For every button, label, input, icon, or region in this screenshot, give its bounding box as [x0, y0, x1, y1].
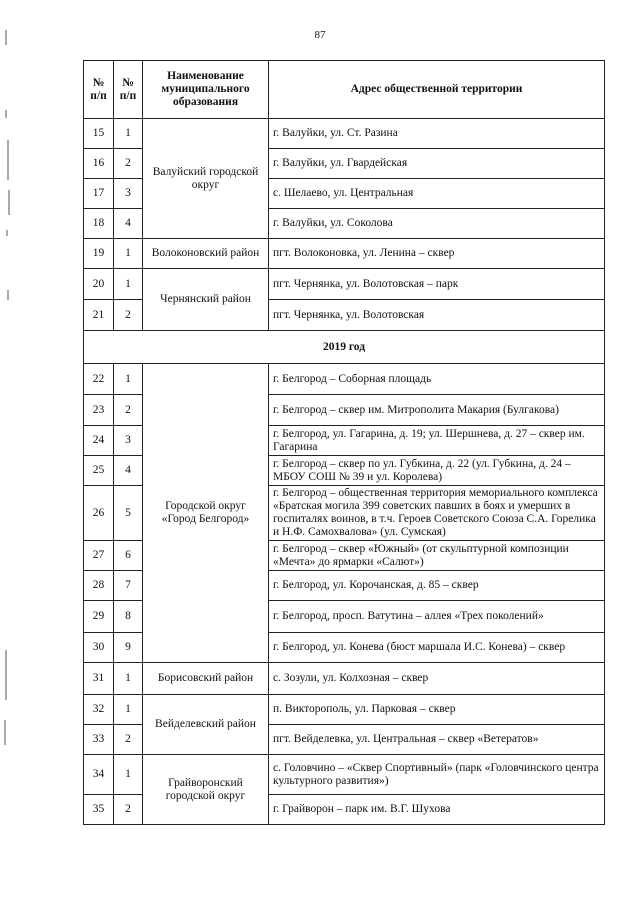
territory-address: г. Белгород, просп. Ватутина – аллея «Трех поколений» — [269, 601, 605, 633]
municipality-name: Волоконовский район — [143, 239, 269, 269]
year-row — [84, 331, 605, 364]
territory-address: г. Белгород – сквер по ул. Губкина, д. 22 (ул. Губкина, д. 24 – МБОУ СОШ № 39 и ул. Королева) — [269, 456, 605, 486]
row-number: 33 — [84, 725, 114, 755]
territory-address: пгт. Волоконовка, ул. Ленина – сквер — [269, 239, 605, 269]
municipality-name: Валуйский городской округ — [143, 119, 269, 239]
territory-address: г. Белгород – сквер «Южный» (от скульптурной композиции «Мечта» до ярмарки «Салют») — [269, 541, 605, 571]
territory-address: г. Белгород, ул. Корочанская, д. 85 – сквер — [269, 571, 605, 601]
page-number: 87 — [314, 29, 326, 41]
year-label: 2019 год — [84, 331, 605, 364]
territory-address: г. Белгород – Соборная площадь — [269, 364, 605, 395]
row-subnumber: 6 — [114, 541, 143, 571]
table-row — [84, 695, 605, 725]
scan-edge-marks — [0, 0, 24, 905]
row-number: 16 — [84, 149, 114, 179]
row-subnumber: 3 — [114, 426, 143, 456]
row-subnumber: 1 — [114, 663, 143, 695]
table-row — [84, 119, 605, 149]
table-body — [84, 119, 605, 825]
row-subnumber: 4 — [114, 456, 143, 486]
row-number: 15 — [84, 119, 114, 149]
row-number: 32 — [84, 695, 114, 725]
territory-address: п. Викторополь, ул. Парковая – сквер — [269, 695, 605, 725]
municipality-name: Борисовский район — [143, 663, 269, 695]
territory-address: пгт. Чернянка, ул. Волотовская – парк — [269, 269, 605, 300]
territory-address: пгт. Вейделевка, ул. Центральная – сквер «Ветератов» — [269, 725, 605, 755]
row-subnumber: 1 — [114, 269, 143, 300]
row-subnumber: 7 — [114, 571, 143, 601]
territory-address: г. Валуйки, ул. Ст. Разина — [269, 119, 605, 149]
row-subnumber: 1 — [114, 695, 143, 725]
header-address: Адрес общественной территории — [269, 61, 605, 119]
header-subnumber: № п/п — [114, 61, 143, 119]
territories-table — [83, 60, 605, 825]
table-row — [84, 663, 605, 695]
row-number: 23 — [84, 395, 114, 426]
row-subnumber: 1 — [114, 755, 143, 795]
row-subnumber: 2 — [114, 149, 143, 179]
row-number: 35 — [84, 795, 114, 825]
table-row — [84, 239, 605, 269]
row-number: 22 — [84, 364, 114, 395]
row-subnumber: 5 — [114, 486, 143, 541]
territory-address: с. Зозули, ул. Колхозная – сквер — [269, 663, 605, 695]
row-subnumber: 2 — [114, 300, 143, 331]
row-subnumber: 3 — [114, 179, 143, 209]
row-number: 24 — [84, 426, 114, 456]
territory-address: г. Белгород – общественная территория мемориального комплекса «Братская могила 399 советских павших в боях и умерших в госпиталях воинов, в т.ч. Героев Советского Союза С.А. Горелика и Н.Ф. Самохвалова» (ул. Сумская) — [269, 486, 605, 541]
row-number: 18 — [84, 209, 114, 239]
territory-address: г. Валуйки, ул. Соколова — [269, 209, 605, 239]
row-number: 30 — [84, 633, 114, 663]
municipality-name: Городской округ «Город Белгород» — [143, 364, 269, 663]
table-row — [84, 364, 605, 395]
territory-address: с. Шелаево, ул. Центральная — [269, 179, 605, 209]
row-number: 19 — [84, 239, 114, 269]
row-subnumber: 1 — [114, 239, 143, 269]
table-header-row — [84, 61, 605, 119]
row-subnumber: 1 — [114, 364, 143, 395]
territory-address: г. Белгород, ул. Конева (бюст маршала И.С. Конева) – сквер — [269, 633, 605, 663]
row-number: 21 — [84, 300, 114, 331]
municipality-name: Вейделевский район — [143, 695, 269, 755]
row-number: 27 — [84, 541, 114, 571]
territory-address: с. Головчино – «Сквер Спортивный» (парк «Головчинского центра культурного развития») — [269, 755, 605, 795]
municipality-name: Чернянский район — [143, 269, 269, 331]
header-municipality: Наименование муниципального образования — [143, 61, 269, 119]
row-number: 28 — [84, 571, 114, 601]
territory-address: г. Белгород – сквер им. Митрополита Макария (Булгакова) — [269, 395, 605, 426]
municipality-name: Грайворонский городской округ — [143, 755, 269, 825]
row-subnumber: 2 — [114, 795, 143, 825]
row-subnumber: 4 — [114, 209, 143, 239]
territory-address: г. Белгород, ул. Гагарина, д. 19; ул. Шершнева, д. 27 – сквер им. Гагарина — [269, 426, 605, 456]
header-number: № п/п — [84, 61, 114, 119]
row-number: 17 — [84, 179, 114, 209]
row-subnumber: 1 — [114, 119, 143, 149]
row-number: 20 — [84, 269, 114, 300]
row-subnumber: 2 — [114, 725, 143, 755]
row-number: 34 — [84, 755, 114, 795]
territory-address: г. Валуйки, ул. Гвардейская — [269, 149, 605, 179]
row-number: 26 — [84, 486, 114, 541]
row-number: 25 — [84, 456, 114, 486]
table-row — [84, 269, 605, 300]
row-number: 31 — [84, 663, 114, 695]
table-row — [84, 755, 605, 795]
row-subnumber: 8 — [114, 601, 143, 633]
row-subnumber: 2 — [114, 395, 143, 426]
row-number: 29 — [84, 601, 114, 633]
row-subnumber: 9 — [114, 633, 143, 663]
territory-address: г. Грайворон – парк им. В.Г. Шухова — [269, 795, 605, 825]
territory-address: пгт. Чернянка, ул. Волотовская — [269, 300, 605, 331]
